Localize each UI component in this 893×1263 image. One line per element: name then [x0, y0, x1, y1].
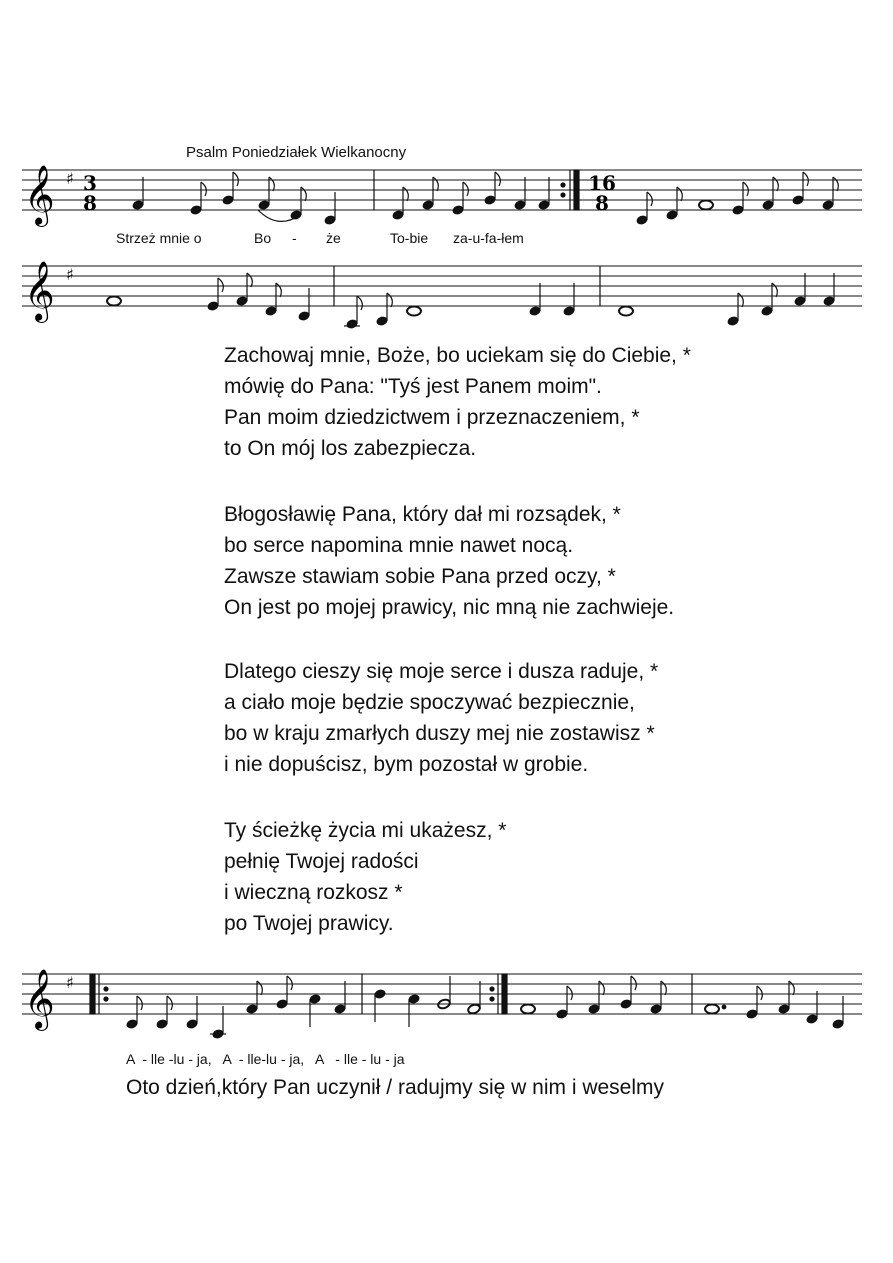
antiphon-lyrics: A - lle -lu - ja, A - lle-lu - ja, A - lle - lu - ja: [126, 1051, 405, 1067]
note: [514, 200, 526, 210]
lyric-syllable: że: [326, 230, 341, 246]
note: [376, 316, 388, 326]
sharp-icon: ♯: [66, 169, 74, 188]
note: [246, 1004, 258, 1014]
note: [792, 195, 804, 205]
note: [374, 989, 386, 999]
score-title: Psalm Poniedziałek Wielkanocny: [186, 144, 407, 161]
verse-line: Dlatego cieszy się moje serce i dusza raduje, *: [224, 660, 659, 683]
verse-line: Zawsze stawiam sobie Pana przed oczy, *: [224, 565, 616, 588]
time-signature-top: 16: [588, 171, 616, 195]
lyric-syllable: za-u-fa-łem: [453, 230, 524, 246]
note: [650, 1004, 662, 1014]
note: [132, 200, 144, 210]
stanza-2: [224, 499, 674, 623]
note: [467, 1003, 481, 1015]
note: [392, 210, 404, 220]
lyric-syllable: To-bie: [390, 230, 429, 246]
note: [806, 1014, 818, 1024]
staff-3: [0, 962, 893, 1052]
note: [620, 999, 632, 1009]
lyric-syllable: Strzeż mnie o: [116, 230, 202, 246]
note: [222, 195, 234, 205]
staff-1: [0, 160, 893, 250]
note: [236, 296, 248, 306]
stanza-4: [224, 815, 506, 939]
note: [762, 200, 774, 210]
verse-line: bo w kraju zmarłych duszy mej nie zostawisz *: [224, 722, 655, 745]
note: [699, 201, 713, 210]
note: [407, 307, 421, 316]
verse-line: Pan moim dziedzictwem i przeznaczeniem, *: [224, 406, 640, 429]
note: [761, 306, 773, 316]
lyric-syllable: Bo: [254, 230, 272, 246]
note: [107, 297, 121, 306]
note: [794, 296, 806, 306]
note: [521, 1005, 535, 1014]
note: [126, 1019, 138, 1029]
note: [258, 200, 270, 210]
verse-line: pełnię Twojej radości: [224, 850, 419, 873]
refrain-text: Oto dzień,który Pan uczynił / radujmy się w nim i weselmy: [126, 1076, 665, 1099]
note: [727, 316, 739, 326]
note: [290, 210, 302, 220]
verse-line: to On mój los zabezpiecza.: [224, 437, 477, 460]
verse-line: i nie dopuścisz, bym pozostał w grobie.: [224, 753, 589, 776]
note: [190, 205, 202, 215]
treble-clef-icon: 𝄞: [24, 969, 55, 1029]
note: [324, 215, 336, 225]
stanza-3: [224, 656, 658, 780]
time-signature-bottom: 8: [595, 191, 609, 215]
note: [156, 1019, 168, 1029]
time-signature-top: 3: [83, 171, 97, 195]
verse-line: On jest po mojej prawicy, nic mną nie zachwieje.: [224, 596, 675, 619]
note: [422, 200, 434, 210]
treble-clef-icon: 𝄞: [24, 165, 55, 225]
note: [334, 1004, 346, 1014]
note: [823, 296, 835, 306]
verse-line: Błogosławię Pana, który dał mi rozsądek, *: [224, 503, 621, 526]
note: [309, 994, 321, 1004]
note: [186, 1019, 198, 1029]
verse-line: po Twojej prawicy.: [224, 912, 394, 935]
note: [538, 200, 550, 210]
note: [619, 307, 633, 316]
note: [563, 306, 575, 316]
note: [529, 306, 541, 316]
lyric-syllable: -: [292, 230, 297, 246]
note: [298, 311, 310, 321]
note: [346, 319, 358, 329]
note: [276, 999, 288, 1009]
note: [265, 306, 277, 316]
note: [705, 1005, 719, 1014]
sharp-icon: ♯: [66, 973, 74, 992]
verse-line: i wieczną rozkosz *: [224, 881, 403, 904]
note: [832, 1019, 844, 1029]
note: [484, 195, 496, 205]
verse-line: a ciało moje będzie spoczywać bezpiecznie,: [224, 691, 635, 714]
note: [452, 205, 464, 215]
verse-line: bo serce napomina mnie nawet nocą.: [224, 534, 574, 557]
staff-2: [0, 256, 893, 336]
note: [556, 1009, 568, 1019]
note: [666, 210, 678, 220]
sharp-icon: ♯: [66, 265, 74, 284]
note: [822, 200, 834, 210]
time-signature-bottom: 8: [83, 191, 97, 215]
note: [207, 301, 219, 311]
note: [636, 215, 648, 225]
note: [778, 1004, 790, 1014]
stanza-1: [224, 340, 691, 464]
verse-line: Zachowaj mnie, Boże, bo uciekam się do Ciebie, *: [224, 344, 691, 367]
treble-clef-icon: 𝄞: [24, 261, 55, 321]
note: [746, 1009, 758, 1019]
note: [588, 1004, 600, 1014]
verse-line: mówię do Pana: "Tyś jest Panem moim".: [224, 375, 602, 398]
note: [408, 994, 420, 1004]
note: [732, 205, 744, 215]
verse-line: Ty ścieżkę życia mi ukażesz, *: [224, 819, 507, 842]
